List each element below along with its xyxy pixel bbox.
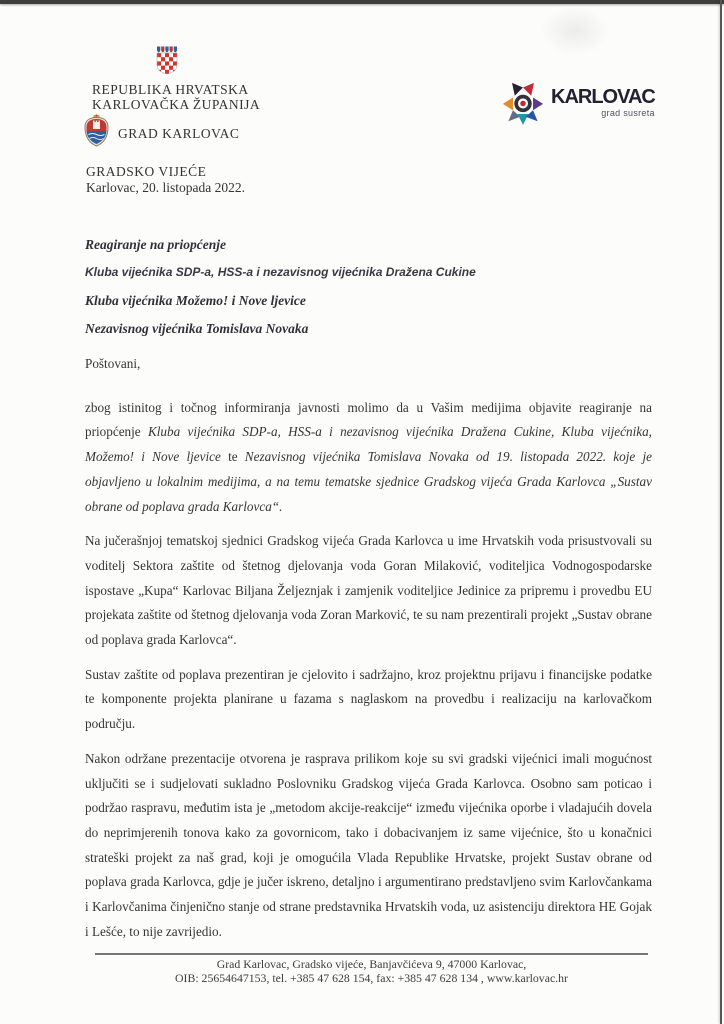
letter-footer bbox=[95, 953, 648, 986]
header-dateline: Karlovac, 20. listopada 2022. bbox=[86, 180, 245, 195]
subject-block bbox=[85, 237, 476, 349]
footer-contact-line: OIB: 25654647153, tel. +385 47 628 154, fax: +385 47 628 134 , www.karlovac.hr bbox=[175, 970, 568, 985]
subject-club-mozemo: Kluba vijećnika Možemo! i Nove ljevice bbox=[85, 293, 306, 308]
logo-wordmark: KARLOVAC bbox=[551, 86, 655, 108]
subject-title: Reagiranje na priopćenje bbox=[85, 237, 226, 252]
scan-artifact-smudge bbox=[540, 6, 610, 56]
scan-artifact-top-band bbox=[0, 0, 724, 4]
body-paragraph-2: Na jučerašnjoj tematskoj sjednici Gradskog vijeća Grada Karlovca u ime Hrvatskih voda prisustvovali su voditelj Sektora zaštite od štetnog djelovanja voda Goran Milaković, voditeljica Vodnogospodarske ispostave „Kupa“ Karlovac Biljana Željeznjak i zamjenik voditeljice Jedinice za pripremu i provedbu EU projekata zaštite od štetnog djelovanja voda Zoran Marković, te su nam prezentirali projekt „Sustav obrane od poplava grada Karlovca“. bbox=[85, 533, 652, 648]
croatia-coat-of-arms-icon bbox=[156, 45, 178, 75]
karlovac-pinwheel-icon bbox=[502, 80, 544, 126]
subject-club-sdp: Kluba vijećnika SDP-a, HSS-a i nezavisnog vijećnika Dražena Cukine bbox=[85, 265, 476, 279]
scan-artifact-right-line bbox=[720, 0, 722, 1024]
footer-address-line: Grad Karlovac, Gradsko vijeće, Banjavčićeva 9, 47000 Karlovac, bbox=[216, 957, 527, 971]
header-council: GRADSKO VIJEĆE bbox=[86, 164, 207, 179]
letter-body bbox=[85, 352, 652, 954]
salutation: Poštovani, bbox=[85, 356, 141, 371]
body-paragraph-3: Sustav zaštite od poplava prezentiran je cjelovito i sadržajno, kroz projektnu prijavu i financijske podatke te komponente projekta planirane u fazama s naglaskom na provedbu i realizaciju na karlovačkom području. bbox=[85, 666, 652, 732]
logo-text-block bbox=[551, 87, 655, 118]
header-city: GRAD KARLOVAC bbox=[118, 126, 240, 141]
subject-independent-councillor: Nezavisnog vijećnika Tomislava Novaka bbox=[85, 321, 309, 336]
body-paragraph-4: Nakon održane prezentacije otvorena je rasprava prilikom koje su svi gradski vijećnici imali mogućnost uključiti se i sudjelovati sukladno Poslovniku Gradskog vijeća Grada Karlovca. Osobno sam poticao i podržao raspravu, međutim ista je „metodom akcije-reakcije“ između vijećnika oporbe i vladajućih dovela do neprimjerenih tonova kako za govornicom, tako i dobacivanjem iz same vijećnice, što u konačnici strateški projekt za naš grad, koji je omogućila Vlada Republike Hrvatske, projekt Sustav obrane od poplava grada Karlovca, gdje je jučer iskreno, detaljno i argumentirano predstavljeno svim Karlovčankama i Karlovčanima činjenično stanje od strane predstavnika Hrvatskih voda, uz asistenciju direktora HE Gojak i Lešće, to nije zavrijedio. bbox=[85, 750, 652, 939]
body-paragraph-1: zbog istinitog i točnog informiranja javnosti molimo da u Vašim medijima objavite reagiranje na priopćenje Kluba vijećnika SDP-a, HSS-a i nezavisnog vijećnika Dražena Cukine, Kluba vijećnika, Možemo! i Nove ljevice te Nezavisnog vijećnika Tomislava Novaka od 19. listopada 2022. koje je objavljeno u lokalnim medijima, a na temu tematske sjednice Gradskog vijeća Grada Karlovca „Sustav obrane od poplava grada Karlovca“. bbox=[85, 399, 652, 514]
karlovac-brand-logo bbox=[502, 80, 655, 126]
logo-tagline: grad susreta bbox=[601, 108, 655, 118]
karlovac-city-crest-icon bbox=[83, 114, 110, 147]
header-county: KARLOVAČKA ŽUPANIJA bbox=[92, 97, 261, 112]
header-country: REPUBLIKA HRVATSKA bbox=[92, 82, 249, 97]
